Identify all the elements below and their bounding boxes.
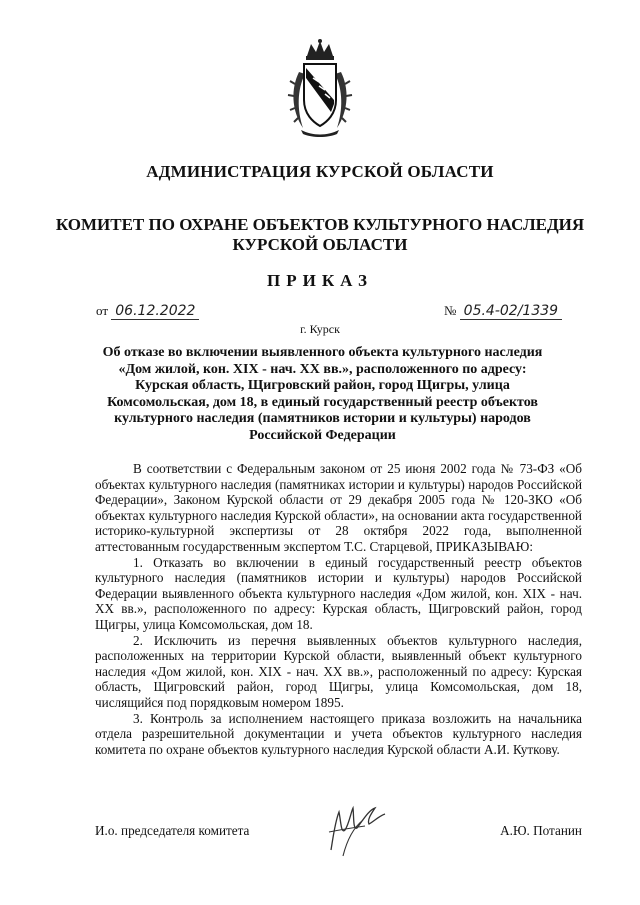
committee-heading [0,215,640,255]
document-title: Об отказе во включении выявленного объекта культурного наследия «Дом жилой, кон. XIX - нач. XX вв.», расположенного по адресу: Курская область, Щигровский район, город Щигры, улица Комсомольская, дом 18, в единый государственный реестр объектов культурного наследия (памятников истории и культуры) народов Российской Федерации [102,345,543,443]
committee-heading-line2: КУРСКОЙ ОБЛАСТИ [232,235,408,254]
coat-of-arms-icon [287,38,353,138]
document-body [95,461,582,757]
order-item-1: 1. Отказать во включении в единый государственный реестр объектов культурного наследия (памятников истории и культуры) народов Российской Федерации выявленного объекта культурного наследия «Дом жилой, кон. XIX - нач. XX вв.», расположенного по адресу: Курская область, Щигровский район, город Щигры, улица Комсомольская, дом 18. [95,554,582,632]
administration-heading: АДМИНИСТРАЦИЯ КУРСКОЙ ОБЛАСТИ [146,162,494,181]
document-date [96,303,199,320]
document-type: ПРИКАЗ [267,271,373,290]
number-value: 05.4-02/1339 [460,303,562,320]
date-value: 06.12.2022 [111,303,199,320]
committee-heading-line1: КОМИТЕТ ПО ОХРАНЕ ОБЪЕКТОВ КУЛЬТУРНОГО НАСЛЕДИЯ [55,215,585,234]
date-prefix: от [96,303,109,318]
order-item-2: 2. Исключить из перечня выявленных объектов культурного наследия, расположенных на территории Курской области, выявленный объект культурного наследия «Дом жилой, кон. XIX - нач. XX вв.», расположенный по адресу: Курская область, Щигровский район, город Щигры, улица Комсомольская, дом 18, числящийся под порядковым номером 1895. [95,632,582,710]
order-item-3: 3. Контроль за исполнением настоящего приказа возложить на начальника отдела разрешительной документации и учета объектов культурного наследия комитета по охране объектов культурного наследия Курской области А.И. Куткову. [95,710,582,757]
signer-name: А.Ю. Потанин [500,823,582,838]
preamble-paragraph: В соответствии с Федеральным законом от 25 июня 2002 года № 73-ФЗ «Об объектах культурного наследия (памятниках истории и культуры) народов Российской Федерации», Законом Курской области от 29 декабря 2005 года № 120-ЗКО «Об объектах культурного наследия Курской области», на основании акта государственной историко-культурной экспертизы от 28 октября 2022 года, выполненной аттестованным государственным экспертом Т.С. Старцевой, ПРИКАЗЫВАЮ: [95,461,582,554]
handwritten-signature-icon [313,800,393,860]
document-city: г. Курск [300,322,340,336]
document-number [444,303,562,320]
number-prefix: № [444,303,457,318]
signer-position: И.о. председателя комитета [95,823,250,838]
